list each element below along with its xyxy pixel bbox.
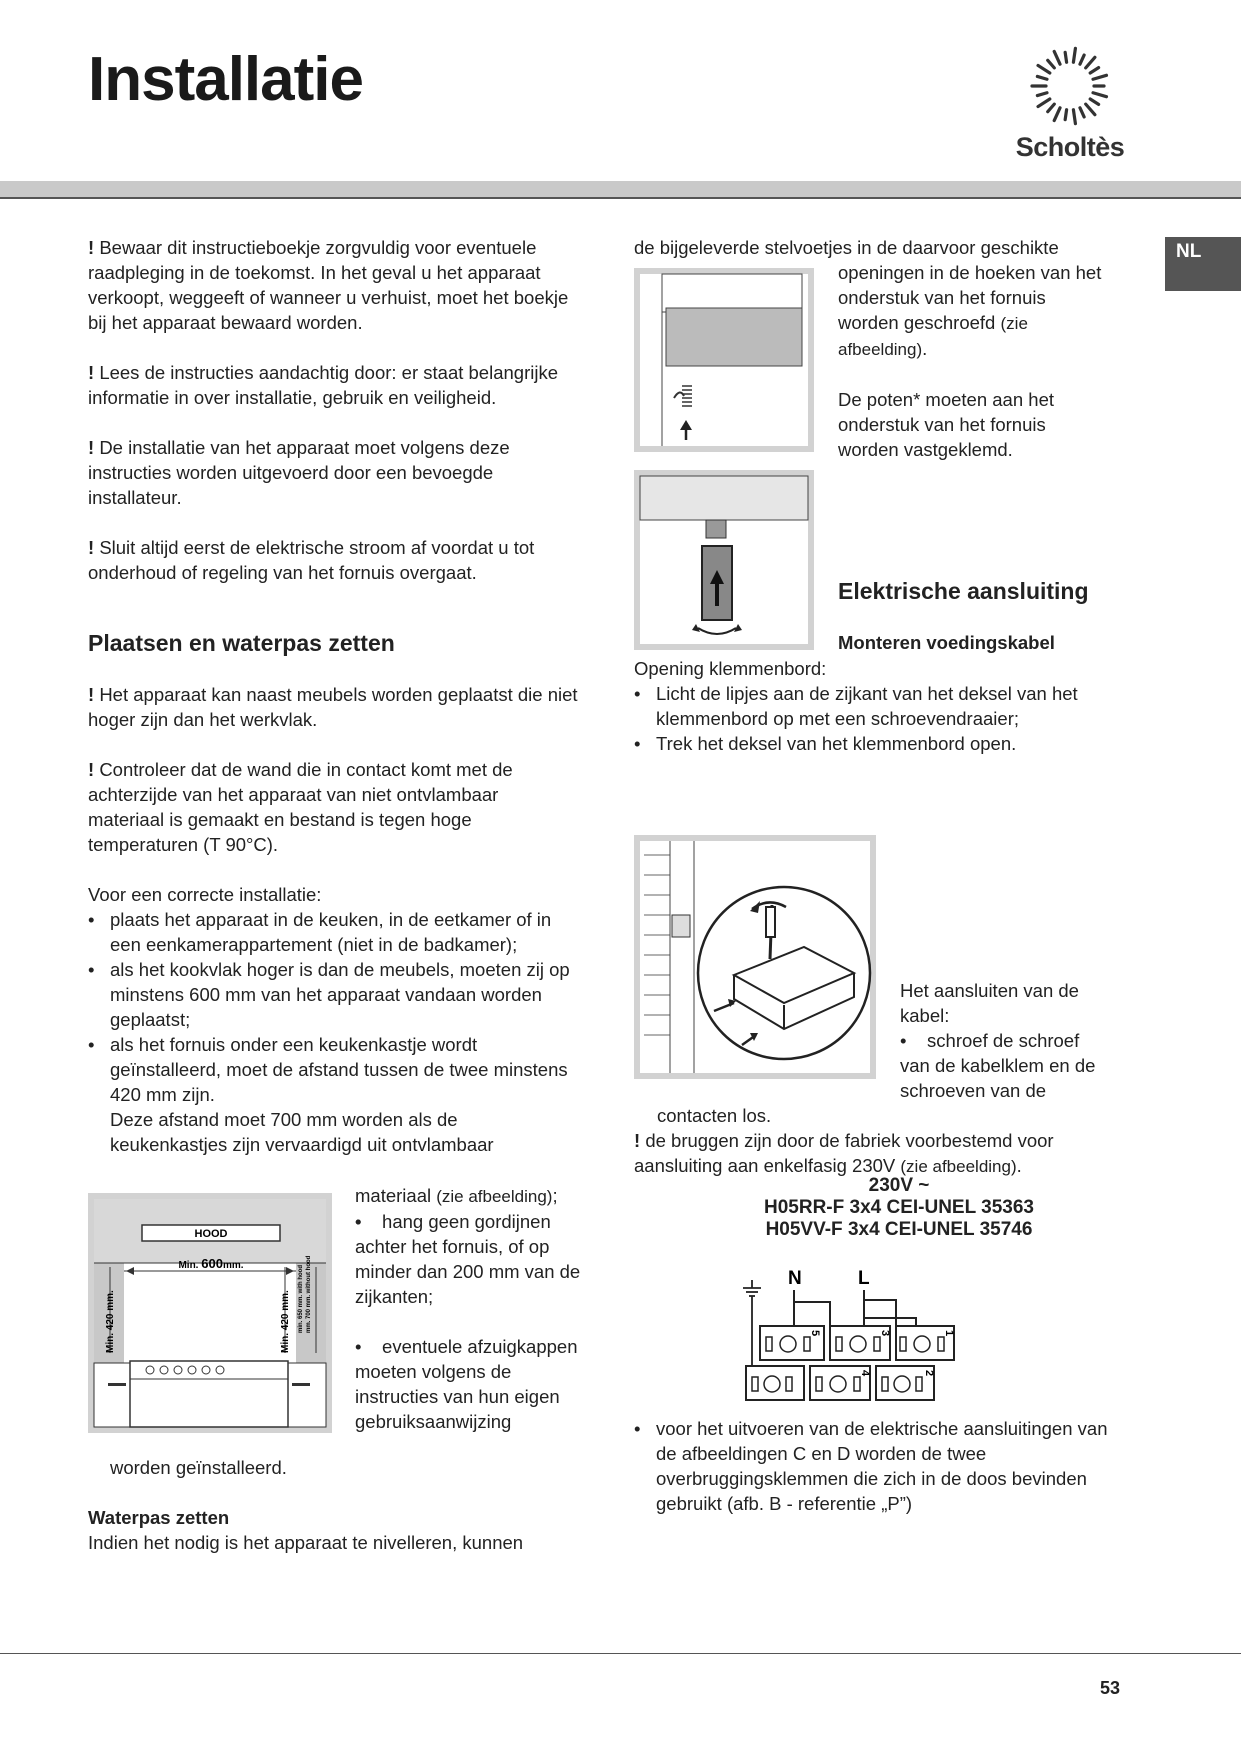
opening-label: Opening klemmenbord: bbox=[634, 658, 827, 679]
see-figure-ref: (zie afbeelding) bbox=[838, 314, 1028, 359]
sun-logo-icon bbox=[1000, 40, 1140, 130]
hood-label: HOOD bbox=[194, 1228, 228, 1240]
terminal-3-label: 3 bbox=[879, 1330, 891, 1337]
see-figure-ref: (zie afbeelding) bbox=[436, 1187, 553, 1206]
brand-name: Scholtès bbox=[1015, 132, 1125, 162]
without-hood-label: mm. 700 mm. without hood bbox=[306, 1255, 312, 1333]
text: Sluit altijd eerst de elektrische stroom af voordat u tot onderhoud of regeling van het fornuis overgaat. bbox=[88, 537, 535, 583]
left-lower bbox=[110, 1455, 570, 1480]
waterpas-text: Indien het nodig is het apparaat te nivelleren, kunnen bbox=[88, 1532, 524, 1553]
text: openingen in de hoeken van het onderstuk van het fornuis worden geschroefd bbox=[838, 262, 1102, 333]
sun-ray bbox=[1090, 99, 1098, 104]
header-band bbox=[0, 181, 1241, 197]
clearance-figure bbox=[88, 1193, 332, 1433]
feet-figure bbox=[634, 268, 814, 452]
terminal-2-label: 2 bbox=[923, 1370, 935, 1377]
sun-ray bbox=[1054, 108, 1060, 121]
paragraph-keep-manual: ! Bewaar dit instructieboekje zorgvuldig voor eventuele raadpleging in de toekomst. In het geval u het apparaat verkoopt, weggeeft of wanneer u verhuist, moet het boekje bij het apparaat bewaard worden. bbox=[88, 237, 569, 333]
min420-left-label: Min. 420 mm. bbox=[105, 1290, 116, 1353]
sun-ray bbox=[1065, 52, 1066, 62]
terminal-4-label: 4 bbox=[859, 1370, 871, 1377]
sun-ray bbox=[1086, 104, 1095, 115]
list-item: • plaats het apparaat in de keuken, in de eetkamer of in een eenkamerappartement (niet in de badkamer); bbox=[88, 907, 578, 957]
sun-ray bbox=[1037, 76, 1047, 79]
list-item-continuation: worden geïnstalleerd. bbox=[110, 1457, 287, 1478]
sun-ray bbox=[1093, 93, 1106, 97]
cable-spec-2: H05VV-F 3x4 CEI-UNEL 35746 bbox=[765, 1219, 1033, 1240]
voltage-label: 230V ~ bbox=[868, 1175, 930, 1196]
leg-diagram bbox=[634, 470, 814, 650]
sun-ray bbox=[1093, 75, 1106, 79]
list-item: • • hang geen gordijnen achter het fornuis, of op minder dan 200 mm van de zijkanten; bbox=[355, 1209, 585, 1309]
footer-divider bbox=[0, 1653, 1241, 1654]
paragraph-furniture: ! Het apparaat kan naast meubels worden geplaatst die niet hoger zijn dan het werkvlak. bbox=[88, 684, 578, 730]
left-column bbox=[88, 235, 578, 1157]
final-bullet-block bbox=[634, 1416, 1114, 1516]
sun-ray bbox=[1080, 108, 1084, 117]
paragraph-power-off: ! Sluit altijd eerst de elektrische stroom af voordat u tot onderhoud of regeling van het fornuis overgaat. bbox=[88, 537, 535, 583]
list-item: • als het kookvlak hoger is dan de meubels, moeten zij op minstens 600 mm van het apparaat vandaan worden geplaatst; bbox=[88, 957, 578, 1032]
sun-ray bbox=[1065, 110, 1066, 120]
terminal-5-label: 5 bbox=[809, 1330, 821, 1337]
live-label: L bbox=[858, 1268, 870, 1289]
text: Lees de instructies aandachtig door: er staat belangrijke informatie in over installatie, gebruik en veiligheid. bbox=[88, 362, 558, 408]
list-item-continuation: materiaal (zie afbeelding); bbox=[355, 1185, 558, 1206]
sun-ray bbox=[1038, 99, 1050, 107]
sun-ray bbox=[1054, 51, 1060, 64]
section-heading-electrical: Elektrische aansluiting bbox=[838, 578, 1089, 604]
list-item: • schroef de schroef van de kabelklem en de schroeven van de bbox=[900, 1030, 1096, 1101]
feet-diagram bbox=[634, 268, 814, 452]
paragraph-wall: ! Controleer dat de wand die in contact komt met de achterzijde van het apparaat van niet ontvlambaar materiaal is gemaakt en bestand is tegen hoge temperaturen (T 90°C). bbox=[88, 759, 513, 855]
text: eventuele afzuigkappen moeten volgens de instructies van hun eigen gebruiksaanwijzing bbox=[355, 1336, 578, 1432]
cable-spec-1: H05RR-F 3x4 CEI-UNEL 35363 bbox=[764, 1197, 1034, 1218]
sun-ray bbox=[1073, 48, 1075, 62]
sun-ray bbox=[1073, 110, 1075, 124]
cable-spec-block bbox=[634, 1175, 1164, 1241]
paragraph-qualified-installer: ! De installatie van het apparaat moet volgens deze instructies worden uitgevoerd door een bevoegde installateur. bbox=[88, 437, 510, 508]
feet-text bbox=[838, 260, 1108, 462]
text: schroef de schroef van de kabelklem en de schroeven van de bbox=[900, 1030, 1096, 1101]
right-top-text: de bijgeleverde stelvoetjes in de daarvoor geschikte bbox=[634, 237, 1059, 258]
list-item-continuation: Deze afstand moet 700 mm worden als de keukenkastjes zijn vervaardigd uit ontvlambaar bbox=[110, 1109, 494, 1155]
min420-right-label: Min. 420 mm. bbox=[280, 1290, 291, 1353]
sun-ray bbox=[1048, 104, 1055, 112]
list-item: • Licht de lipjes aan de zijkant van het deksel van het klemmenbord op met een schroevendraaier; bbox=[634, 681, 1114, 731]
text: de bruggen zijn door de fabriek voorbestemd voor aansluiting aan enkelfasig 230V bbox=[634, 1130, 1054, 1176]
opening-block bbox=[634, 656, 1114, 756]
terminal-board-diagram bbox=[634, 835, 876, 1079]
waterpas-block bbox=[88, 1505, 588, 1555]
see-figure-ref: (zie afbeelding) bbox=[900, 1157, 1017, 1176]
terminal-group bbox=[746, 1326, 954, 1400]
neutral-label: N bbox=[788, 1268, 802, 1289]
connect-block bbox=[900, 978, 1110, 1103]
with-hood-label: min. 650 mm. with hood bbox=[298, 1264, 304, 1333]
feet-paragraph-1: openingen in de hoeken van het onderstuk van het fornuis worden geschroefd (zie afbeelding). bbox=[838, 262, 1102, 359]
bridge-paragraph: ! de bruggen zijn door de fabriek voorbestemd voor aansluiting aan enkelfasig 230V (zie afbeelding). bbox=[634, 1130, 1054, 1176]
list-item: • Trek het deksel van het klemmenbord open. bbox=[634, 731, 1114, 756]
min600-unit: mm. bbox=[222, 1260, 244, 1271]
figure-side-text bbox=[355, 1183, 585, 1434]
min600-pre: Min. bbox=[178, 1260, 199, 1271]
sun-ray bbox=[1080, 55, 1084, 64]
page-number: 53 bbox=[1100, 1678, 1121, 1698]
list-item: • voor het uitvoeren van de elektrische aansluitingen van de afbeeldingen C en D worden de twee overbruggingsklemmen die zich in de doos bevinden gebruikt (afb. B - referentie „P”) bbox=[634, 1416, 1114, 1516]
sun-ray bbox=[1038, 65, 1050, 73]
feet-paragraph-2: De poten* moeten aan het onderstuk van het fornuis worden vastgeklemd. bbox=[838, 389, 1054, 460]
page-title: Installatie bbox=[88, 45, 363, 114]
brand-logo bbox=[1000, 40, 1140, 170]
leg-figure bbox=[634, 470, 814, 650]
text: hang geen gordijnen achter het fornuis, of op minder dan 200 mm van de zijkanten; bbox=[355, 1211, 581, 1307]
connect-intro: Het aansluiten van de kabel: bbox=[900, 980, 1079, 1026]
header-divider bbox=[0, 197, 1241, 199]
wiring-diagram bbox=[740, 1262, 960, 1406]
text: Bewaar dit instructieboekje zorgvuldig voor eventuele raadpleging in de toekomst. In het geval u het apparaat verkoopt, weggeeft of wanneer u verhuist, moet het boekje bij het apparaat bewaard worden. bbox=[88, 237, 569, 333]
min600-value: 600 bbox=[201, 1256, 223, 1271]
subheading-power-cable: Monteren voedingskabel bbox=[838, 632, 1055, 653]
sun-ray bbox=[1090, 68, 1098, 73]
list-item: • eventuele afzuigkappen moeten volgens de instructies van hun eigen gebruiksaanwijzing bbox=[355, 1336, 578, 1432]
text: Het apparaat kan naast meubels worden geplaatst die niet hoger zijn dan het werkvlak. bbox=[88, 684, 578, 730]
connect-continuation: contacten los. bbox=[657, 1105, 772, 1126]
sun-ray bbox=[1048, 60, 1055, 68]
clearance-diagram bbox=[88, 1193, 332, 1433]
waterpas-heading: Waterpas zetten bbox=[88, 1507, 230, 1528]
list-item: • als het fornuis onder een keukenkastje wordt geïnstalleerd, moet de afstand tussen de twee minstens 420 mm zijn. bbox=[88, 1032, 578, 1107]
text: Controleer dat de wand die in contact komt met de achterzijde van het apparaat van niet ontvlambaar materiaal is gemaakt en bestand is tegen hoge temperaturen (T 90°C). bbox=[88, 759, 513, 855]
terminal-1-label: 1 bbox=[943, 1330, 955, 1337]
text: De installatie van het apparaat moet volgens deze instructies worden uitgevoerd door een bevoegde installateur. bbox=[88, 437, 510, 508]
language-tab: NL bbox=[1165, 237, 1241, 291]
paragraph-read-instructions: ! Lees de instructies aandachtig door: er staat belangrijke informatie in over installatie, gebruik en veiligheid. bbox=[88, 362, 558, 408]
intro-text: Voor een correcte installatie: bbox=[88, 884, 322, 905]
section-heading-placing: Plaatsen en waterpas zetten bbox=[88, 630, 395, 656]
text: materiaal bbox=[355, 1185, 432, 1206]
sun-ray bbox=[1086, 57, 1095, 68]
terminal-board-figure bbox=[634, 835, 876, 1079]
sun-ray bbox=[1037, 93, 1047, 96]
